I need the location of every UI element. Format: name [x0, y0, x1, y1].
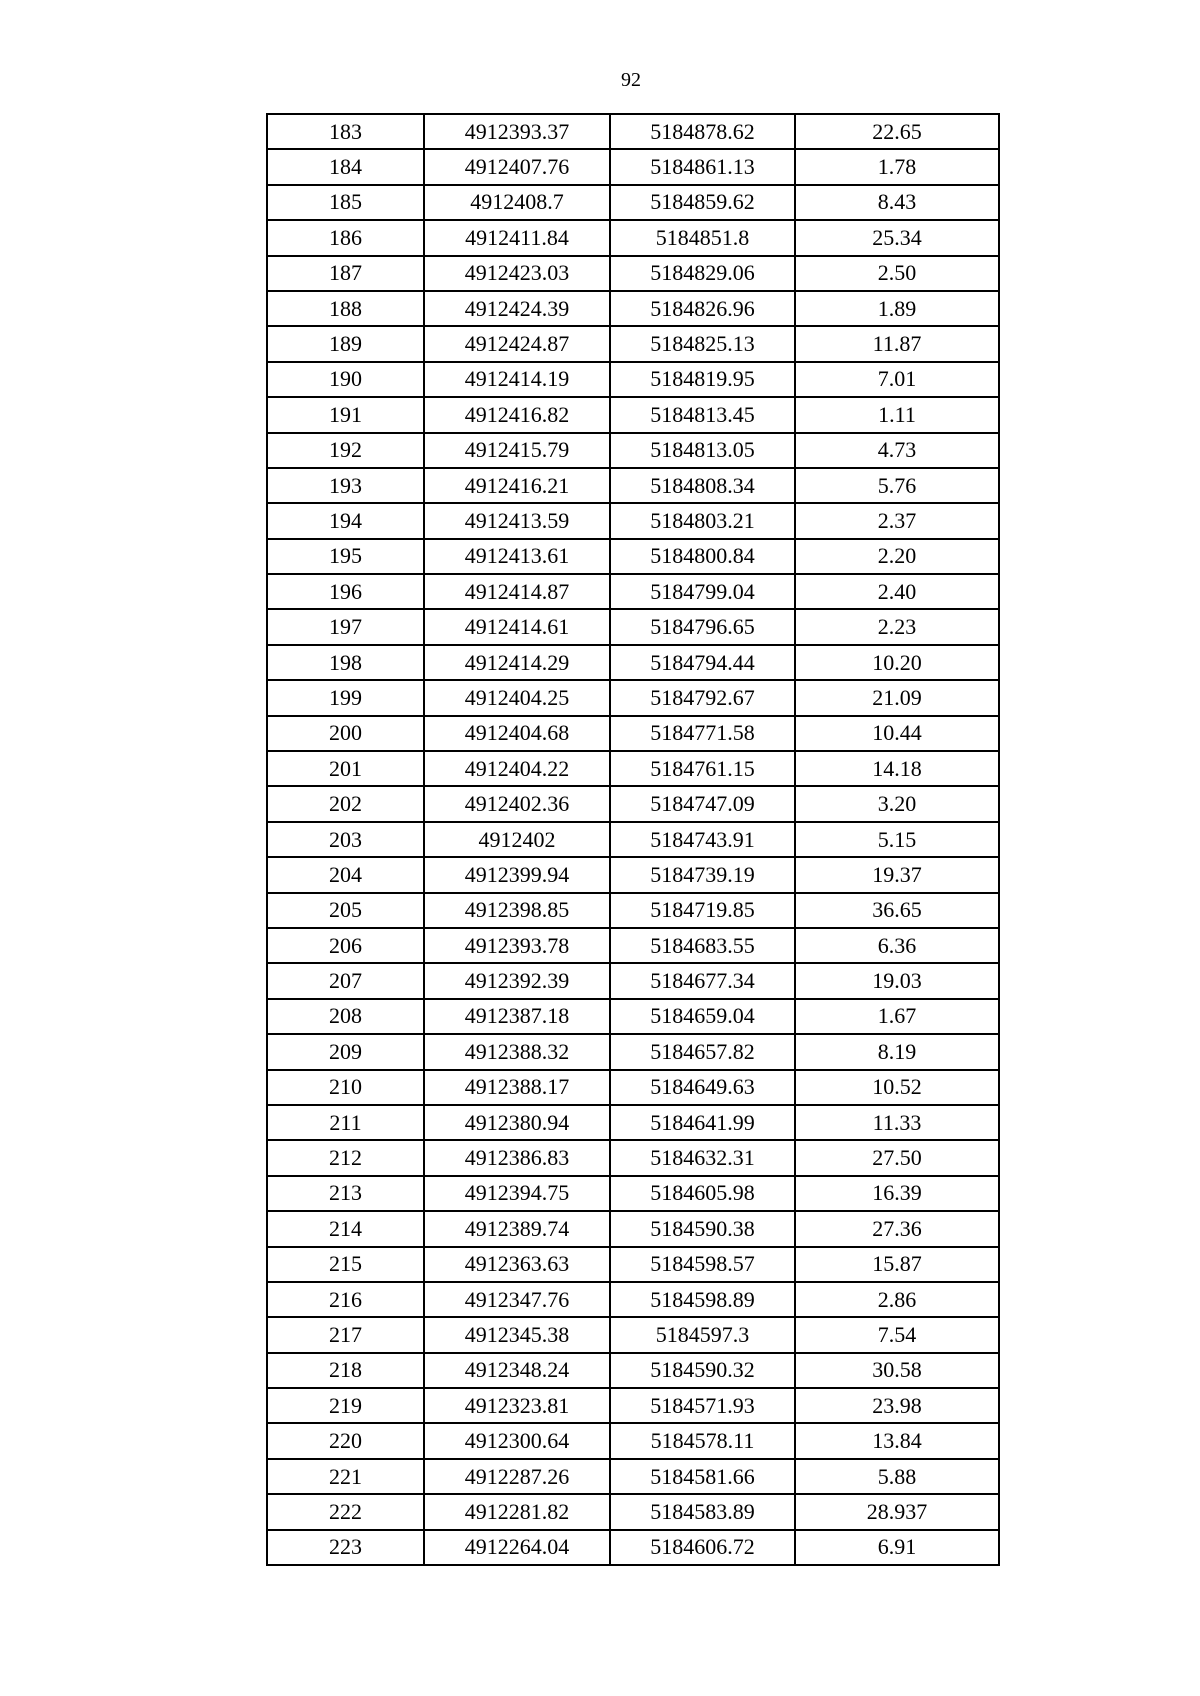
point-number-cell: 212 — [267, 1140, 424, 1175]
distance-cell: 36.65 — [795, 893, 999, 928]
y-coordinate-cell: 5184657.82 — [610, 1034, 795, 1069]
point-number-cell: 216 — [267, 1282, 424, 1317]
distance-cell: 22.65 — [795, 114, 999, 149]
point-number-cell: 207 — [267, 963, 424, 998]
x-coordinate-cell: 4912347.76 — [424, 1282, 610, 1317]
point-number-cell: 213 — [267, 1176, 424, 1211]
x-coordinate-cell: 4912287.26 — [424, 1459, 610, 1494]
point-number-cell: 195 — [267, 539, 424, 574]
table-row — [267, 893, 999, 928]
coordinates-table-body — [267, 114, 999, 1565]
x-coordinate-cell: 4912348.24 — [424, 1353, 610, 1388]
y-coordinate-cell: 5184761.15 — [610, 751, 795, 786]
table-row — [267, 1353, 999, 1388]
y-coordinate-cell: 5184605.98 — [610, 1176, 795, 1211]
point-number-cell: 220 — [267, 1423, 424, 1458]
x-coordinate-cell: 4912413.59 — [424, 503, 610, 538]
point-number-cell: 223 — [267, 1530, 424, 1565]
y-coordinate-cell: 5184597.3 — [610, 1317, 795, 1352]
y-coordinate-cell: 5184819.95 — [610, 362, 795, 397]
y-coordinate-cell: 5184796.65 — [610, 609, 795, 644]
table-row — [267, 1530, 999, 1565]
distance-cell: 6.36 — [795, 928, 999, 963]
y-coordinate-cell: 5184739.19 — [610, 857, 795, 892]
y-coordinate-cell: 5184878.62 — [610, 114, 795, 149]
table-row — [267, 857, 999, 892]
table-row — [267, 1105, 999, 1140]
x-coordinate-cell: 4912414.29 — [424, 645, 610, 680]
y-coordinate-cell: 5184826.96 — [610, 291, 795, 326]
point-number-cell: 193 — [267, 468, 424, 503]
y-coordinate-cell: 5184829.06 — [610, 256, 795, 291]
x-coordinate-cell: 4912404.68 — [424, 716, 610, 751]
x-coordinate-cell: 4912386.83 — [424, 1140, 610, 1175]
distance-cell: 2.50 — [795, 256, 999, 291]
y-coordinate-cell: 5184590.32 — [610, 1353, 795, 1388]
distance-cell: 1.11 — [795, 397, 999, 432]
distance-cell: 11.87 — [795, 326, 999, 361]
table-row — [267, 1459, 999, 1494]
y-coordinate-cell: 5184743.91 — [610, 822, 795, 857]
distance-cell: 11.33 — [795, 1105, 999, 1140]
y-coordinate-cell: 5184825.13 — [610, 326, 795, 361]
point-number-cell: 199 — [267, 680, 424, 715]
x-coordinate-cell: 4912393.37 — [424, 114, 610, 149]
distance-cell: 3.20 — [795, 786, 999, 821]
table-row — [267, 574, 999, 609]
x-coordinate-cell: 4912264.04 — [424, 1530, 610, 1565]
table-row — [267, 362, 999, 397]
page-number: 92 — [621, 69, 641, 91]
point-number-cell: 198 — [267, 645, 424, 680]
table-row — [267, 1070, 999, 1105]
x-coordinate-cell: 4912402 — [424, 822, 610, 857]
x-coordinate-cell: 4912392.39 — [424, 963, 610, 998]
y-coordinate-cell: 5184683.55 — [610, 928, 795, 963]
table-row — [267, 326, 999, 361]
point-number-cell: 209 — [267, 1034, 424, 1069]
distance-cell: 5.76 — [795, 468, 999, 503]
table-row — [267, 433, 999, 468]
x-coordinate-cell: 4912424.39 — [424, 291, 610, 326]
point-number-cell: 188 — [267, 291, 424, 326]
table-row — [267, 928, 999, 963]
x-coordinate-cell: 4912387.18 — [424, 999, 610, 1034]
x-coordinate-cell: 4912404.22 — [424, 751, 610, 786]
x-coordinate-cell: 4912388.32 — [424, 1034, 610, 1069]
y-coordinate-cell: 5184800.84 — [610, 539, 795, 574]
point-number-cell: 186 — [267, 220, 424, 255]
point-number-cell: 194 — [267, 503, 424, 538]
point-number-cell: 206 — [267, 928, 424, 963]
point-number-cell: 192 — [267, 433, 424, 468]
x-coordinate-cell: 4912402.36 — [424, 786, 610, 821]
y-coordinate-cell: 5184813.45 — [610, 397, 795, 432]
distance-cell: 8.43 — [795, 185, 999, 220]
point-number-cell: 190 — [267, 362, 424, 397]
point-number-cell: 215 — [267, 1247, 424, 1282]
y-coordinate-cell: 5184581.66 — [610, 1459, 795, 1494]
point-number-cell: 203 — [267, 822, 424, 857]
table-row — [267, 1317, 999, 1352]
distance-cell: 15.87 — [795, 1247, 999, 1282]
distance-cell: 28.937 — [795, 1494, 999, 1529]
distance-cell: 21.09 — [795, 680, 999, 715]
distance-cell: 19.37 — [795, 857, 999, 892]
x-coordinate-cell: 4912345.38 — [424, 1317, 610, 1352]
table-row — [267, 220, 999, 255]
table-row — [267, 1140, 999, 1175]
point-number-cell: 191 — [267, 397, 424, 432]
x-coordinate-cell: 4912363.63 — [424, 1247, 610, 1282]
table-row — [267, 1247, 999, 1282]
table-row — [267, 1494, 999, 1529]
y-coordinate-cell: 5184571.93 — [610, 1388, 795, 1423]
x-coordinate-cell: 4912414.19 — [424, 362, 610, 397]
x-coordinate-cell: 4912393.78 — [424, 928, 610, 963]
table-row — [267, 1388, 999, 1423]
table-row — [267, 999, 999, 1034]
distance-cell: 10.52 — [795, 1070, 999, 1105]
x-coordinate-cell: 4912407.76 — [424, 149, 610, 184]
point-number-cell: 184 — [267, 149, 424, 184]
distance-cell: 1.67 — [795, 999, 999, 1034]
table-row — [267, 149, 999, 184]
x-coordinate-cell: 4912416.21 — [424, 468, 610, 503]
y-coordinate-cell: 5184813.05 — [610, 433, 795, 468]
table-row — [267, 539, 999, 574]
table-row — [267, 185, 999, 220]
y-coordinate-cell: 5184799.04 — [610, 574, 795, 609]
table-row — [267, 680, 999, 715]
table-row — [267, 468, 999, 503]
x-coordinate-cell: 4912414.61 — [424, 609, 610, 644]
x-coordinate-cell: 4912323.81 — [424, 1388, 610, 1423]
table-row — [267, 963, 999, 998]
distance-cell: 27.50 — [795, 1140, 999, 1175]
y-coordinate-cell: 5184792.67 — [610, 680, 795, 715]
point-number-cell: 222 — [267, 1494, 424, 1529]
point-number-cell: 214 — [267, 1211, 424, 1246]
y-coordinate-cell: 5184641.99 — [610, 1105, 795, 1140]
x-coordinate-cell: 4912415.79 — [424, 433, 610, 468]
point-number-cell: 208 — [267, 999, 424, 1034]
x-coordinate-cell: 4912388.17 — [424, 1070, 610, 1105]
table-row — [267, 503, 999, 538]
distance-cell: 6.91 — [795, 1530, 999, 1565]
x-coordinate-cell: 4912389.74 — [424, 1211, 610, 1246]
x-coordinate-cell: 4912408.7 — [424, 185, 610, 220]
distance-cell: 10.44 — [795, 716, 999, 751]
y-coordinate-cell: 5184861.13 — [610, 149, 795, 184]
point-number-cell: 210 — [267, 1070, 424, 1105]
distance-cell: 14.18 — [795, 751, 999, 786]
point-number-cell: 205 — [267, 893, 424, 928]
distance-cell: 27.36 — [795, 1211, 999, 1246]
x-coordinate-cell: 4912416.82 — [424, 397, 610, 432]
y-coordinate-cell: 5184851.8 — [610, 220, 795, 255]
table-row — [267, 1211, 999, 1246]
table-row — [267, 645, 999, 680]
distance-cell: 25.34 — [795, 220, 999, 255]
point-number-cell: 187 — [267, 256, 424, 291]
point-number-cell: 204 — [267, 857, 424, 892]
y-coordinate-cell: 5184590.38 — [610, 1211, 795, 1246]
table-row — [267, 786, 999, 821]
y-coordinate-cell: 5184606.72 — [610, 1530, 795, 1565]
distance-cell: 7.54 — [795, 1317, 999, 1352]
point-number-cell: 201 — [267, 751, 424, 786]
distance-cell: 4.73 — [795, 433, 999, 468]
table-row — [267, 291, 999, 326]
y-coordinate-cell: 5184771.58 — [610, 716, 795, 751]
table-row — [267, 114, 999, 149]
x-coordinate-cell: 4912281.82 — [424, 1494, 610, 1529]
distance-cell: 2.20 — [795, 539, 999, 574]
distance-cell: 13.84 — [795, 1423, 999, 1458]
x-coordinate-cell: 4912300.64 — [424, 1423, 610, 1458]
x-coordinate-cell: 4912399.94 — [424, 857, 610, 892]
point-number-cell: 196 — [267, 574, 424, 609]
distance-cell: 2.37 — [795, 503, 999, 538]
y-coordinate-cell: 5184677.34 — [610, 963, 795, 998]
y-coordinate-cell: 5184578.11 — [610, 1423, 795, 1458]
point-number-cell: 211 — [267, 1105, 424, 1140]
distance-cell: 19.03 — [795, 963, 999, 998]
y-coordinate-cell: 5184583.89 — [610, 1494, 795, 1529]
x-coordinate-cell: 4912398.85 — [424, 893, 610, 928]
x-coordinate-cell: 4912414.87 — [424, 574, 610, 609]
table-row — [267, 609, 999, 644]
point-number-cell: 200 — [267, 716, 424, 751]
distance-cell: 2.40 — [795, 574, 999, 609]
point-number-cell: 219 — [267, 1388, 424, 1423]
y-coordinate-cell: 5184632.31 — [610, 1140, 795, 1175]
point-number-cell: 202 — [267, 786, 424, 821]
x-coordinate-cell: 4912411.84 — [424, 220, 610, 255]
table-row — [267, 1423, 999, 1458]
point-number-cell: 218 — [267, 1353, 424, 1388]
table-row — [267, 1034, 999, 1069]
table-row — [267, 256, 999, 291]
distance-cell: 2.23 — [795, 609, 999, 644]
point-number-cell: 217 — [267, 1317, 424, 1352]
y-coordinate-cell: 5184659.04 — [610, 999, 795, 1034]
point-number-cell: 197 — [267, 609, 424, 644]
table-row — [267, 397, 999, 432]
distance-cell: 23.98 — [795, 1388, 999, 1423]
distance-cell: 1.78 — [795, 149, 999, 184]
point-number-cell: 185 — [267, 185, 424, 220]
x-coordinate-cell: 4912424.87 — [424, 326, 610, 361]
y-coordinate-cell: 5184808.34 — [610, 468, 795, 503]
table-row — [267, 751, 999, 786]
table-row — [267, 716, 999, 751]
distance-cell: 8.19 — [795, 1034, 999, 1069]
distance-cell: 2.86 — [795, 1282, 999, 1317]
table-row — [267, 1282, 999, 1317]
y-coordinate-cell: 5184719.85 — [610, 893, 795, 928]
x-coordinate-cell: 4912413.61 — [424, 539, 610, 574]
y-coordinate-cell: 5184859.62 — [610, 185, 795, 220]
y-coordinate-cell: 5184598.57 — [610, 1247, 795, 1282]
y-coordinate-cell: 5184794.44 — [610, 645, 795, 680]
y-coordinate-cell: 5184747.09 — [610, 786, 795, 821]
x-coordinate-cell: 4912423.03 — [424, 256, 610, 291]
point-number-cell: 221 — [267, 1459, 424, 1494]
distance-cell: 5.88 — [795, 1459, 999, 1494]
distance-cell: 1.89 — [795, 291, 999, 326]
distance-cell: 7.01 — [795, 362, 999, 397]
distance-cell: 30.58 — [795, 1353, 999, 1388]
table-row — [267, 1176, 999, 1211]
y-coordinate-cell: 5184598.89 — [610, 1282, 795, 1317]
x-coordinate-cell: 4912380.94 — [424, 1105, 610, 1140]
y-coordinate-cell: 5184649.63 — [610, 1070, 795, 1105]
table-row — [267, 822, 999, 857]
point-number-cell: 183 — [267, 114, 424, 149]
y-coordinate-cell: 5184803.21 — [610, 503, 795, 538]
x-coordinate-cell: 4912404.25 — [424, 680, 610, 715]
distance-cell: 10.20 — [795, 645, 999, 680]
distance-cell: 16.39 — [795, 1176, 999, 1211]
x-coordinate-cell: 4912394.75 — [424, 1176, 610, 1211]
distance-cell: 5.15 — [795, 822, 999, 857]
coordinates-table — [266, 113, 1000, 1566]
point-number-cell: 189 — [267, 326, 424, 361]
